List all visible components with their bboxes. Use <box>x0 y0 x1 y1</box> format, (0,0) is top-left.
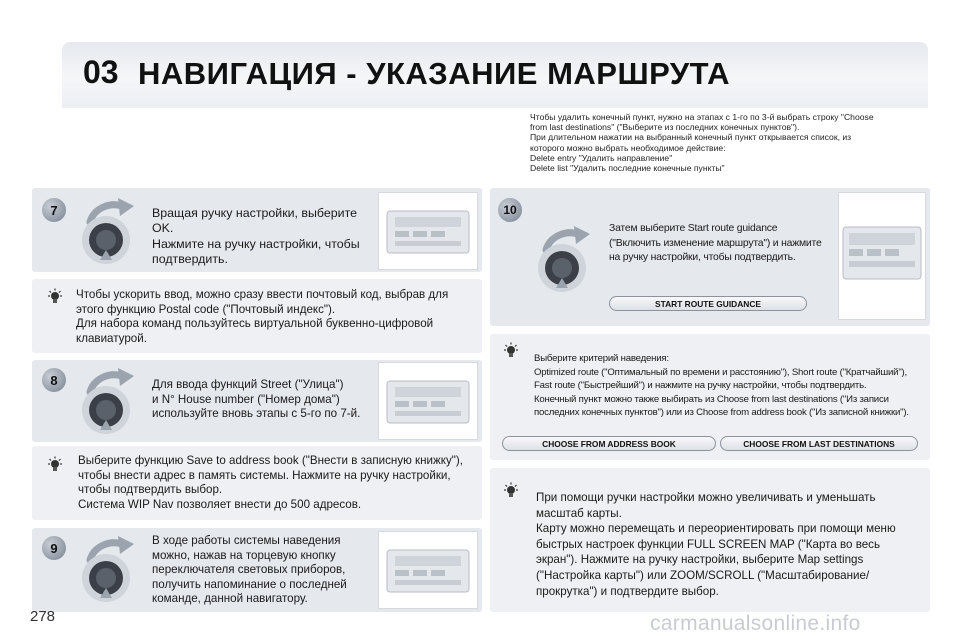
radio-unit-thumbnail <box>378 192 478 270</box>
choose-from-last-destinations-button[interactable]: CHOOSE FROM LAST DESTINATIONS <box>720 436 918 451</box>
step-8-text: Для ввода функций Street ("Улица") и N° House number ("Номер дома") используйте вновь этапы с 5-го по 7-й. <box>152 378 361 421</box>
radio-unit-thumbnail <box>378 362 478 440</box>
lightbulb-tip-icon <box>502 482 520 500</box>
intro-line: которого можно выбрать необходимое действие: <box>530 142 726 153</box>
lightbulb-tip-icon <box>46 456 64 474</box>
tip-2-text: Выберите функцию Save to address book ("Внести в записную книжку"), чтобы внести адрес в память системы. Нажмите на ручку настройки, чтобы подтвердить выбор. Система WIP Nav позволяет внести до 500 адресов. <box>78 454 463 511</box>
watermark: carmanualsonline.info <box>650 612 861 635</box>
page-number: 278 <box>30 608 56 625</box>
step-9-text: В ходе работы системы наведения можно, нажав на торцевую кнопку переключателя световых приборов, получить напоминание о последней команде, данной навигатору. <box>152 534 347 606</box>
step-7-badge: 7 <box>42 198 66 222</box>
step-9-badge: 9 <box>42 536 66 560</box>
intro-line: from last destinations" ("Выберите из последних конечных пунктов"). <box>530 122 800 133</box>
chapter-number: 03 <box>83 54 119 90</box>
intro-line: Delete entry "Удалить направление" <box>530 152 673 163</box>
page-title: НАВИГАЦИЯ - УКАЗАНИЕ МАРШРУТА <box>138 56 731 91</box>
lightbulb-tip-icon <box>46 288 64 306</box>
radio-unit-thumbnail <box>838 192 926 320</box>
intro-line: При длительном нажатии на выбранный конечный пункт открывается список, из <box>530 132 852 143</box>
rotary-knob-icon <box>76 364 146 440</box>
choose-from-address-book-button[interactable]: CHOOSE FROM ADDRESS BOOK <box>502 436 716 451</box>
step-10-text: Затем выберите Start route guidance ("Включить изменение маршрута") и нажмите на ручку настройки, чтобы подтвердить. <box>609 223 822 264</box>
lightbulb-tip-icon <box>502 342 520 360</box>
intro-note <box>530 112 928 173</box>
intro-line: Чтобы удалить конечный пункт, нужно на этапах с 1-го по 3-й выбрать строку "Choose <box>530 112 874 122</box>
intro-line: Delete list "Удалить последние конечные пункты" <box>530 163 725 174</box>
radio-unit-thumbnail <box>378 531 478 609</box>
step-7-text: Вращая ручку настройки, выберите OK. Нажмите на ручку настройки, чтобы подтвердить. <box>152 206 360 267</box>
rotary-knob-icon <box>76 194 146 270</box>
tip-3-text: Выберите критерий наведения: Optimized route ("Оптимальный по времени и расстоянию"), Short route ("Кратчайший"), Fast route ("Быстрейший") и нажмите на ручку настройки, чтобы подтвердить. Конечный пункт можно также выбирать из Choose from last destinations ("Из записи последних конечных пунктов") или из Choose from address book ("Из записной книжки"). <box>534 353 909 419</box>
tip-4-text: При помощи ручки настройки можно увеличивать и уменьшать масштаб карты. Карту можно перемещать и переориентировать при помощи меню быстрых настроек функции FULL SCREEN MAP ("Карта во весь экран"). Нажмите на ручку настройки, выберите Map settings ("Настройка карты") или ZOOM/SCROLL ("Масштабирование/прокрутка") и подтвердите выбор. <box>536 491 896 598</box>
tip-1-text: Чтобы ускорить ввод, можно сразу ввести почтовый код, выбрав для этого функцию Postal code ("Почтовый индекс"). Для набора команд пользуйтесь виртуальной буквенно-цифровой клавиатурой. <box>76 288 449 345</box>
start-route-guidance-button[interactable]: START ROUTE GUIDANCE <box>609 296 807 311</box>
rotary-knob-icon <box>76 532 146 608</box>
step-10-badge: 10 <box>498 198 522 222</box>
step-8-badge: 8 <box>42 368 66 392</box>
rotary-knob-icon <box>532 222 602 298</box>
